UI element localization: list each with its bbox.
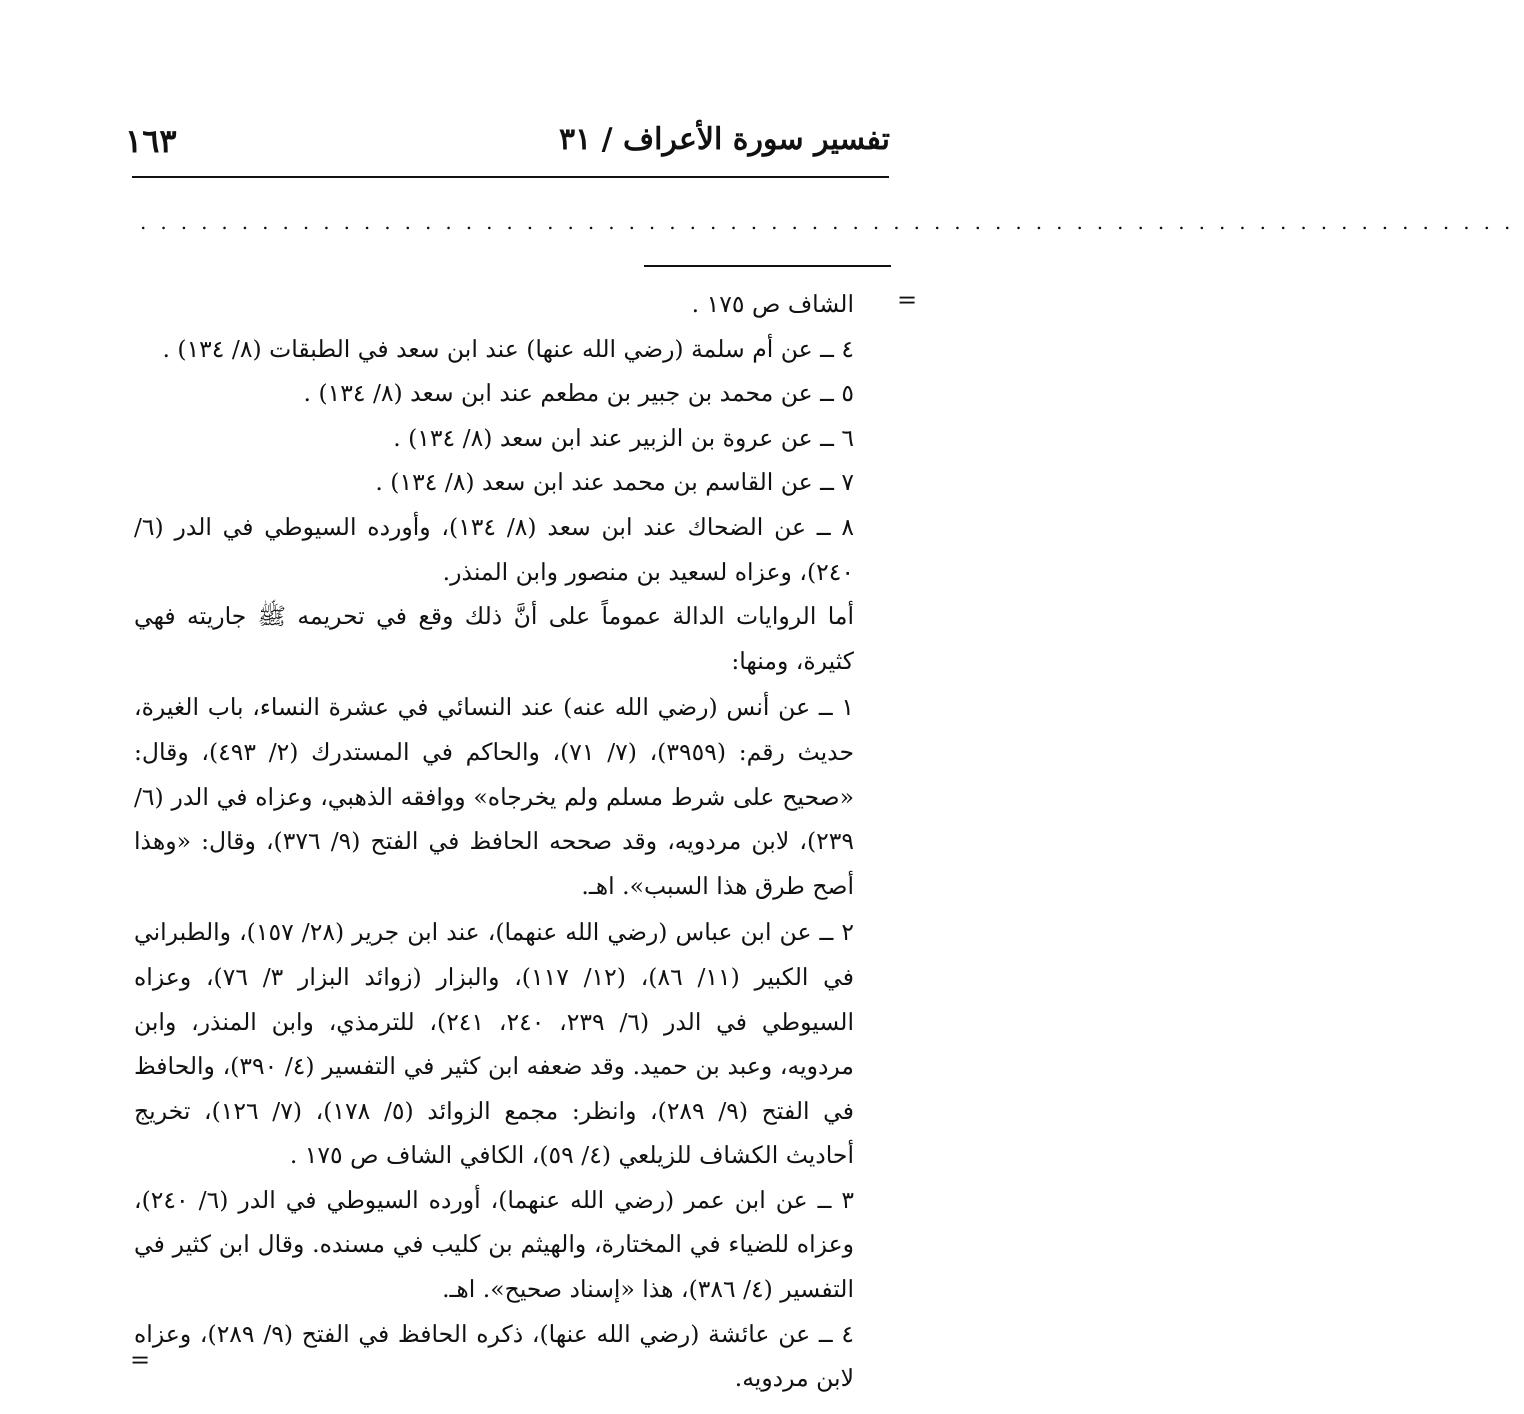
footnote-line: ٥ ــ عن محمد بن جبير بن مطعم عند ابن سعد (٨/ ١٣٤) . xyxy=(303,379,854,408)
footnote-line: ٤ ــ عن أم سلمة (رضي الله عنها) عند ابن سعد في الطبقات (٨/ ١٣٤) . xyxy=(162,334,854,363)
footnote-paragraph: ٢ ــ عن ابن عباس (رضي الله عنهما)، عند ابن جرير (٢٨/ ١٥٧)، والطبراني في الكبير (١١/ ٨٦)، (١٢/ ١١٧)، والبزار (زوائد البزار ٣/ ٧٦)، وعزاه السيوطي في الدر (٦/ ٢٣٩، ٢٤٠، ٢٤١)، للترمذي، وابن المنذر، وابن مردويه، وعبد بن حميد. وقد ضعفه ابن كثير في التفسير (٤/ ٣٩٠)، والحافظ في الفتح (٩/ ٢٨٩)، وانظر: مجمع الزوائد (٥/ ١٧٨)، (٧/ ١٢٦)، تخريج أحاديث الكشاف للزيلعي (٤/ ٥٩)، الكافي الشاف ص ١٧٥ . xyxy=(134,918,854,1170)
dotted-separator: .................................................................... xyxy=(140,210,1524,234)
continuation-mark-bottom: = xyxy=(130,1346,151,1374)
footnote-paragraph: ٣ ــ عن ابن عمر (رضي الله عنهما)، أورده السيوطي في الدر (٦/ ٢٤٠)، وعزاه للضياء في المختارة، والهيثم بن كليب في مسنده. وقال ابن كثير في التفسير (٤/ ٣٨٦)، هذا «إسناد صحيح». اهـ. xyxy=(134,1185,855,1304)
continuation-mark-top: = xyxy=(897,286,918,314)
footnote-line: الشاف ص ١٧٥ . xyxy=(691,290,854,318)
footnote-paragraph: ١ ــ عن أنس (رضي الله عنه) عند النسائي في عشرة النساء، باب الغيرة، حديث رقم: (٣٩٥٩)، (٧/ ٧١)، والحاكم في المستدرك (٢/ ٤٩٣)، وقال: «صحيح على شرط مسلم ولم يخرجاه» ووافقه الذهبي، وعزاه في الدر (٦/ ٢٣٩)، لابن مردويه، وقد صححه الحافظ في الفتح (٩/ ٣٧٦)، وقال: «وهذا أصح طرق هذا السبب». اهـ. xyxy=(134,693,854,900)
footnote-paragraph: ٨ ــ عن الضحاك عند ابن سعد (٨/ ١٣٤)، وأورده السيوطي في الدر (٦/ ٢٤٠)، وعزاه لسعيد بن منصور وابن المنذر. xyxy=(134,512,854,586)
footnote-line: ٦ ــ عن عروة بن الزبير عند ابن سعد (٨/ ١٣٤) . xyxy=(393,423,854,452)
page-number: ١٦٣ xyxy=(125,122,177,160)
footnote-line: ٧ ــ عن القاسم بن محمد عند ابن سعد (٨/ ١٣٤) . xyxy=(375,468,854,497)
running-title: تفسير سورة الأعراف / ٣١ xyxy=(558,122,890,157)
footnote-paragraph: أما الروايات الدالة عموماً على أنَّ ذلك وقع في تحريمه ﷺ جاريته فهي كثيرة، ومنها: xyxy=(134,602,854,675)
footnote-paragraph: ٤ ــ عن عائشة (رضي الله عنها)، ذكره الحافظ في الفتح (٩/ ٢٨٩)، وعزاه لابن مردويه. xyxy=(134,1319,855,1393)
footnotes xyxy=(134,282,854,1401)
header-rule xyxy=(132,176,889,178)
footnote-rule xyxy=(644,265,891,267)
